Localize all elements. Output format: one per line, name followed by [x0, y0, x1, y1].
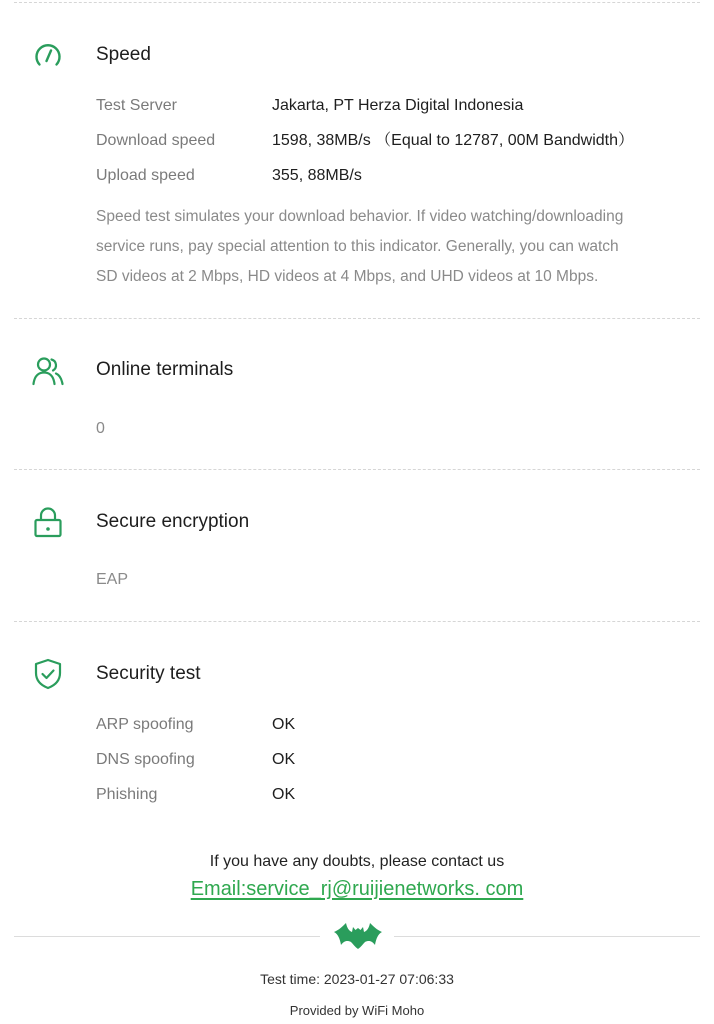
encryption-title: Secure encryption — [96, 511, 250, 532]
contact-email-link[interactable]: Email:service_rj@ruijienetworks. com — [190, 878, 524, 900]
encryption-value: EAP — [96, 571, 129, 588]
shield-check-icon — [30, 656, 66, 692]
test-server-value: Jakarta, PT Herza Digital Indonesia — [272, 97, 524, 114]
divider — [14, 621, 700, 622]
dns-spoofing-status: OK — [272, 751, 296, 768]
divider — [14, 2, 700, 3]
terminals-title: Online terminals — [96, 359, 234, 380]
phishing-label: Phishing — [96, 786, 158, 803]
divider — [14, 318, 700, 319]
arp-spoofing-status: OK — [272, 716, 296, 733]
footer-divider-right — [394, 936, 700, 937]
download-speed-label: Download speed — [96, 132, 216, 149]
speed-title: Speed — [96, 44, 151, 65]
security-title: Security test — [96, 663, 201, 684]
footer-divider-left — [14, 936, 320, 937]
dns-spoofing-label: DNS spoofing — [96, 751, 195, 768]
description-line: Speed test simulates your download behavior. If video watching/downloading — [96, 208, 624, 225]
contact-prompt: If you have any doubts, please contact us — [209, 853, 505, 870]
test-server-label: Test Server — [96, 97, 177, 114]
provided-by: Provided by WiFi Moho — [289, 1003, 425, 1018]
users-icon — [30, 353, 66, 389]
upload-speed-label: Upload speed — [96, 167, 195, 184]
divider — [14, 469, 700, 470]
lock-icon — [30, 505, 66, 541]
test-time: Test time: 2023-01-27 07:06:33 — [260, 971, 454, 987]
description-line: service runs, pay special attention to this indicator. Generally, you can watch — [96, 238, 619, 255]
bat-logo-icon — [334, 922, 382, 950]
arp-spoofing-label: ARP spoofing — [96, 716, 194, 733]
description-line: SD videos at 2 Mbps, HD videos at 4 Mbps, and UHD videos at 10 Mbps. — [96, 268, 599, 285]
upload-speed-value: 355, 88MB/s — [272, 167, 362, 184]
phishing-status: OK — [272, 786, 296, 803]
speedometer-icon — [30, 37, 66, 73]
download-speed-value: 1598, 38MB/s （Equal to 12787, 00M Bandwidth） — [272, 132, 635, 149]
terminals-count: 0 — [96, 420, 105, 437]
speed-description — [96, 202, 686, 292]
